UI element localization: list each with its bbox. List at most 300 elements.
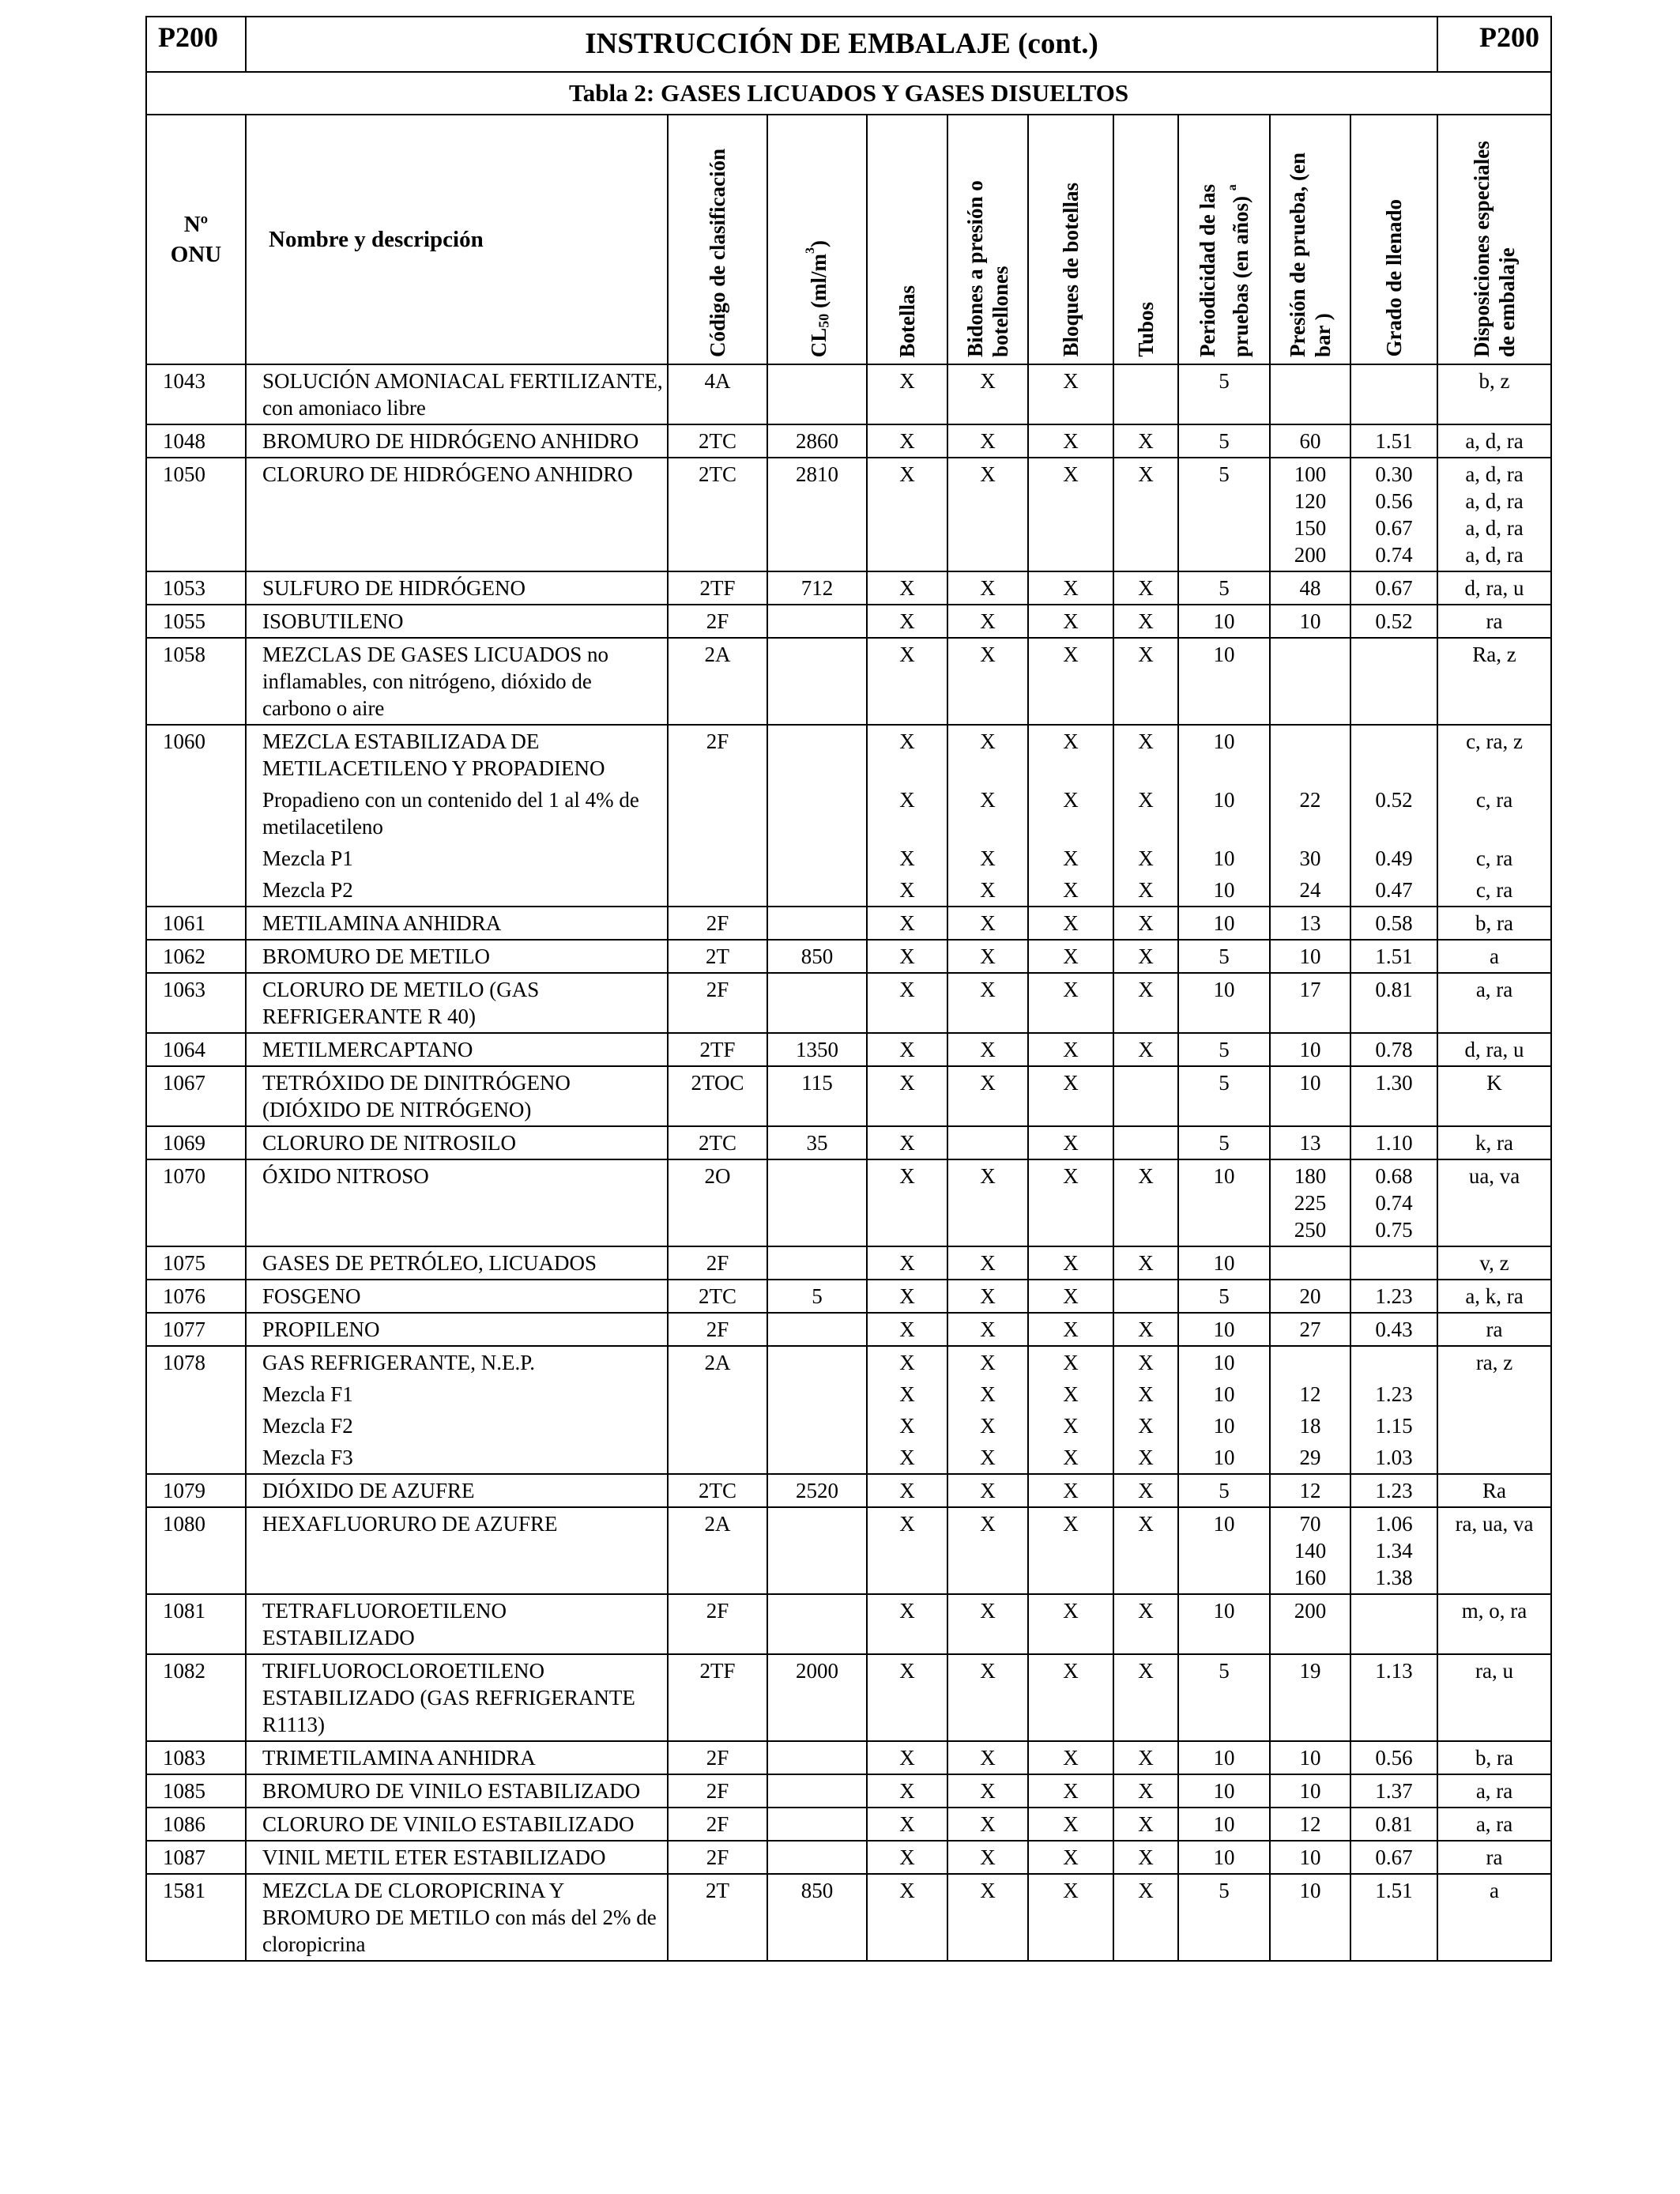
cell-cl50 [767,1313,867,1346]
cell-periodicidad-value: 10 [1213,1779,1235,1803]
cell-bidones-value: X [980,1164,996,1188]
cell-botellas-value: X [899,1284,915,1308]
cell-cl50-value [768,1444,866,1471]
name-line: FOSGENO [262,1284,361,1308]
cell-codigo-value: 2F [706,1746,729,1770]
cell-botellas-value: X [899,462,915,486]
name-line: SOLUCIÓN AMONIACAL FERTILIZANTE, con amoniaco libre [262,369,663,420]
cell-bidones-value: X [980,878,996,902]
cell-botellas-value: X [899,429,915,453]
cell-onu: 1087 [146,1841,246,1874]
cell-periodicidad [1178,1126,1270,1159]
cell-presion-value: 24 [1299,878,1321,902]
cell-bidones-value: X [980,1382,996,1406]
cell-disposiciones-value: a, ra [1475,1779,1513,1803]
cell-bloques [1028,1346,1113,1474]
cell-codigo [668,458,767,571]
cell-name [246,1066,668,1126]
cell-cl50 [767,907,867,940]
cell-disposiciones [1437,1280,1551,1313]
cell-grado-value: 1.30 [1375,1071,1413,1095]
cell-disposiciones [1437,907,1551,940]
cell-periodicidad-value: 5 [1219,462,1230,486]
cell-tubos [1113,940,1178,973]
cell-bidones [947,1741,1028,1774]
cell-bidones [947,605,1028,638]
cell-cl50 [767,1774,867,1808]
cell-grado-value: 1.06 1.34 1.38 [1375,1512,1413,1589]
name-line: METILAMINA ANHIDRA [262,911,502,935]
cell-codigo-value: 2T [706,944,729,968]
cell-bloques-value: X [1063,576,1079,600]
cell-bloques [1028,571,1113,605]
cell-bidones-value: X [980,1071,996,1095]
cell-disposiciones-value: a [1490,1879,1500,1902]
cell-tubos [1113,1507,1178,1594]
table-title: Tabla 2: GASES LICUADOS Y GASES DISUELTOS [146,72,1551,115]
cell-disposiciones [1437,1346,1551,1474]
cell-disposiciones [1437,1126,1551,1159]
cell-tubos-value: X [1138,1251,1154,1275]
cell-periodicidad [1178,1313,1270,1346]
cell-botellas-value: X [899,369,915,393]
cell-grado [1350,1126,1437,1159]
cell-botellas [867,1474,947,1507]
cell-bidones [947,424,1028,458]
cell-bidones [947,1507,1028,1594]
table-row [146,458,1551,571]
cell-bidones-value: X [980,1879,996,1902]
cell-disposiciones-value: c, ra, z [1466,729,1524,753]
name-line: TRIMETILAMINA ANHIDRA [262,1746,536,1770]
cell-codigo-value [669,1444,767,1471]
table-row [146,1066,1551,1126]
cell-codigo-value: 2T [706,1879,729,1902]
cell-presion [1270,605,1350,638]
cell-presion-value: 22 [1299,788,1321,812]
cell-grado [1350,1507,1437,1594]
cell-periodicidad [1178,1033,1270,1066]
cell-botellas-value: X [899,1131,915,1155]
cell-botellas-value: X [899,609,915,633]
cell-onu: 1050 [146,458,246,571]
cell-disposiciones [1437,1808,1551,1841]
cell-codigo-value: 2TC [698,429,736,453]
cell-periodicidad [1178,1346,1270,1474]
cell-tubos-value: X [1138,1659,1154,1683]
column-header-periodicidad: Periodicidad de las pruebas (en años) $^a$ [1178,115,1270,364]
cell-onu: 1079 [146,1474,246,1507]
cell-codigo-value [669,786,767,840]
cell-bloques [1028,458,1113,571]
onu-header-line1: Nº [183,212,209,237]
cell-codigo-value: 2TOC [691,1071,744,1095]
cell-grado [1350,907,1437,940]
cell-tubos-value: X [1138,643,1154,666]
cell-tubos [1113,1774,1178,1808]
cell-botellas [867,1246,947,1280]
cell-presion-value: 10 [1299,1845,1321,1869]
cell-botellas-value: X [899,1071,915,1095]
cell-codigo [668,973,767,1033]
cell-periodicidad-value: 10 [1213,1318,1235,1341]
cell-bloques [1028,638,1113,725]
cell-bloques-value: X [1063,1071,1079,1095]
cell-presion-value: 19 [1299,1659,1321,1683]
cell-botellas [867,1033,947,1066]
cell-bidones [947,725,1028,907]
cell-periodicidad-value: 5 [1219,1659,1230,1683]
cell-periodicidad [1178,907,1270,940]
cell-tubos [1113,1874,1178,1961]
cell-codigo-value: 2TC [698,1131,736,1155]
cell-cl50-value: 2810 [796,462,838,486]
cell-bloques [1028,1126,1113,1159]
cell-botellas [867,1841,947,1874]
cell-name [246,1741,668,1774]
cell-bidones-value: X [980,609,996,633]
cell-bidones [947,1474,1028,1507]
cell-presion-value: 12 [1299,1479,1321,1502]
cell-grado [1350,1474,1437,1507]
cell-grado-value [1351,1349,1437,1376]
name-line: HEXAFLUORURO DE AZUFRE [262,1512,558,1536]
cell-codigo-value [669,1381,767,1408]
table-body [146,364,1551,1961]
cell-cl50 [767,1126,867,1159]
cell-periodicidad [1178,1246,1270,1280]
cell-cl50-value [768,845,866,872]
cell-grado-value: 1.13 [1375,1659,1413,1683]
cell-grado-value: 1.51 [1375,429,1413,453]
cell-bloques-value: X [1063,1812,1079,1836]
cell-cl50 [767,1594,867,1654]
cell-botellas-value: X [899,1414,915,1438]
cell-botellas-value: X [899,978,915,1001]
cell-cl50-value: 850 [800,944,834,968]
cell-presion-value: 13 [1299,911,1321,935]
cell-tubos [1113,1474,1178,1507]
cell-bidones-value: X [980,462,996,486]
cell-grado-value: 0.56 [1375,1746,1413,1770]
cell-tubos [1113,458,1178,571]
cell-botellas [867,1774,947,1808]
cell-grado [1350,638,1437,725]
cell-bidones-value: X [980,911,996,935]
cell-bidones [947,1159,1028,1246]
name-line: Propadieno con un contenido del 1 al 4% de metilacetileno [262,788,639,839]
cell-tubos-value: X [1138,1351,1154,1374]
cell-name [246,1280,668,1313]
cell-grado [1350,1808,1437,1841]
cell-codigo-value: 2F [706,1251,729,1275]
cell-disposiciones [1437,1313,1551,1346]
column-header-onu [146,115,246,364]
cell-periodicidad-value: 5 [1219,1071,1230,1095]
cell-presion [1270,1066,1350,1126]
cell-botellas [867,605,947,638]
cell-name [246,973,668,1033]
cell-bidones [947,1126,1028,1159]
cell-codigo [668,940,767,973]
cell-disposiciones-value: a [1490,944,1500,968]
cell-bidones [947,1066,1028,1126]
table-row [146,605,1551,638]
cell-periodicidad-value: 10 [1213,1251,1235,1275]
cell-codigo-value: 2TC [698,1284,736,1308]
cell-periodicidad-value: 5 [1219,1284,1230,1308]
cell-periodicidad [1178,1159,1270,1246]
cell-periodicidad [1178,1874,1270,1961]
cell-grado-value: 0.52 [1375,609,1413,633]
cell-bloques-value: X [1063,1512,1079,1536]
table-row [146,973,1551,1033]
cell-bloques-value: X [1063,1779,1079,1803]
cell-cl50 [767,605,867,638]
cell-botellas-value: X [899,576,915,600]
cell-disposiciones [1437,1841,1551,1874]
table-row [146,907,1551,940]
name-line: TETRÓXIDO DE DINITRÓGENO (DIÓXIDO DE NITRÓGENO) [262,1071,571,1122]
cell-periodicidad [1178,458,1270,571]
cell-onu: 1078 [146,1346,246,1474]
cell-bidones-value: X [980,1284,996,1308]
cell-bidones [947,1808,1028,1841]
table-row [146,1841,1551,1874]
cell-cl50-value [768,786,866,840]
cell-cl50 [767,1841,867,1874]
cell-bidones [947,638,1028,725]
cell-codigo-value: 2A [704,643,731,666]
cell-disposiciones-value: Ra [1482,1479,1507,1502]
cell-bloques [1028,1741,1113,1774]
name-line: Mezcla F1 [262,1382,353,1406]
cell-grado [1350,940,1437,973]
cell-bloques-value: X [1063,609,1079,633]
cell-presion-value: 10 [1299,609,1321,633]
cell-periodicidad-value: 10 [1213,1845,1235,1869]
page-title: INSTRUCCIÓN DE EMBALAJE (cont.) [246,17,1437,72]
column-header-botellas: Botellas [867,115,947,364]
cell-bloques [1028,364,1113,424]
cell-codigo-value: 2F [706,1318,729,1341]
cell-botellas [867,1654,947,1741]
cell-presion [1270,1808,1350,1841]
name-line: GASES DE PETRÓLEO, LICUADOS [262,1251,597,1275]
cell-tubos-value: X [1138,846,1154,870]
cell-botellas-value: X [899,1038,915,1061]
cell-onu: 1060 [146,725,246,907]
cell-disposiciones [1437,1159,1551,1246]
cell-tubos-value: X [1138,1318,1154,1341]
cell-tubos [1113,605,1178,638]
cell-onu: 1082 [146,1654,246,1741]
cell-presion [1270,1841,1350,1874]
cell-bidones [947,1841,1028,1874]
cell-name [246,1654,668,1741]
cell-tubos [1113,1126,1178,1159]
cell-bloques-value: X [1063,429,1079,453]
cell-bidones-value: X [980,1318,996,1341]
cell-cl50 [767,424,867,458]
cell-periodicidad [1178,940,1270,973]
cell-cl50 [767,571,867,605]
cell-bloques-value: X [1063,1479,1079,1502]
cell-bloques [1028,907,1113,940]
cell-cl50 [767,458,867,571]
cell-presion [1270,1033,1350,1066]
cell-botellas-value: X [899,1812,915,1836]
cell-codigo [668,1159,767,1246]
cell-botellas-value: X [899,944,915,968]
cell-grado [1350,571,1437,605]
cell-disposiciones [1437,1774,1551,1808]
cell-botellas-value: X [899,878,915,902]
cell-codigo [668,1741,767,1774]
cell-disposiciones [1437,940,1551,973]
cell-codigo [668,638,767,725]
cell-bloques-value: X [1063,1659,1079,1683]
cell-cl50 [767,638,867,725]
cell-name [246,940,668,973]
cell-disposiciones-value: b, ra [1475,1746,1514,1770]
cell-tubos [1113,973,1178,1033]
cell-disposiciones-value: ra [1486,1318,1503,1341]
cell-onu: 1076 [146,1280,246,1313]
table-row [146,1507,1551,1594]
cell-grado-value: 0.78 [1375,1038,1413,1061]
cell-disposiciones [1437,364,1551,424]
cell-cl50-value [768,1412,866,1439]
cell-periodicidad [1178,1474,1270,1507]
cell-grado [1350,973,1437,1033]
cell-botellas-value: X [899,1382,915,1406]
cell-disposiciones [1437,973,1551,1033]
column-header-codigo: Código de clasificación [668,115,767,364]
column-header-name: Nombre y descripción [246,115,668,364]
cell-tubos-value: X [1138,1414,1154,1438]
cell-presion-value: 60 [1299,429,1321,453]
cell-botellas-value: X [899,1164,915,1188]
cell-botellas [867,458,947,571]
name-line: MEZCLAS DE GASES LICUADOS no inflamables, con nitrógeno, dióxido de carbono o aire [262,643,609,720]
cell-disposiciones-value [1438,1412,1550,1439]
table-row [146,1741,1551,1774]
cell-codigo-value: 2TF [699,1659,736,1683]
name-line: Mezcla F2 [262,1414,353,1438]
cell-tubos-value: X [1138,978,1154,1001]
cell-disposiciones [1437,458,1551,571]
cell-botellas-value: X [899,1446,915,1469]
cell-periodicidad [1178,638,1270,725]
cell-disposiciones-value: Ra, z [1472,643,1516,666]
table-row [146,1313,1551,1346]
cell-codigo [668,1594,767,1654]
cell-grado-value: 1.23 [1375,1382,1413,1406]
cell-cl50 [767,1066,867,1126]
cell-bidones-value: X [980,1812,996,1836]
name-line: CLORURO DE NITROSILO [262,1131,516,1155]
cell-bloques [1028,1159,1113,1246]
cell-codigo [668,1280,767,1313]
table-row [146,571,1551,605]
cell-botellas [867,1808,947,1841]
cell-grado-value: 0.58 [1375,911,1413,935]
cell-disposiciones-value: a, d, ra a, d, ra a, d, ra a, d, ra [1465,462,1524,567]
cell-botellas [867,1126,947,1159]
cell-periodicidad-value: 5 [1219,1479,1230,1502]
cell-presion [1270,364,1350,424]
cell-botellas [867,1280,947,1313]
packing-instruction-table [145,16,1552,1962]
cell-codigo-value: 2F [706,729,729,753]
cell-presion [1270,1741,1350,1774]
cell-bloques [1028,605,1113,638]
cell-bloques-value: X [1063,846,1079,870]
cell-cl50-value [768,876,866,903]
cell-tubos-value: X [1138,1599,1154,1623]
cell-botellas [867,1507,947,1594]
cell-name [246,1313,668,1346]
cell-bidones-value: X [980,1746,996,1770]
cell-grado-value: 0.47 [1375,878,1413,902]
cell-cl50 [767,1808,867,1841]
name-line: CLORURO DE METILO (GAS REFRIGERANTE R 40) [262,978,540,1028]
cell-bloques-value: X [1063,1746,1079,1770]
cell-bidones-value: X [980,788,996,812]
cell-botellas-value: X [899,1479,915,1502]
cell-onu: 1058 [146,638,246,725]
cell-botellas-value: X [899,1779,915,1803]
cell-tubos-value: X [1138,944,1154,968]
name-line: BROMURO DE VINILO ESTABILIZADO [262,1779,641,1803]
cell-codigo-value: 2F [706,1779,729,1803]
cell-tubos [1113,1654,1178,1741]
cell-periodicidad-value: 10 [1213,1351,1235,1374]
cell-grado-value: 0.30 0.56 0.67 0.74 [1375,462,1413,567]
cell-cl50-value: 1350 [796,1038,838,1061]
cell-bidones-value: X [980,729,996,753]
cell-tubos [1113,1346,1178,1474]
cell-codigo [668,364,767,424]
table-row [146,725,1551,907]
cell-codigo [668,1808,767,1841]
cell-codigo-value: 2F [706,1845,729,1869]
cell-grado [1350,1741,1437,1774]
cell-cl50 [767,1033,867,1066]
cell-onu: 1064 [146,1033,246,1066]
cell-grado-value: 0.67 [1375,576,1413,600]
cell-tubos-value: X [1138,1382,1154,1406]
cell-bidones-value: X [980,1599,996,1623]
cell-disposiciones [1437,1654,1551,1741]
cell-onu: 1067 [146,1066,246,1126]
name-line: BROMURO DE HIDRÓGENO ANHIDRO [262,429,639,453]
table-row [146,1159,1551,1246]
column-header-bloques: Bloques de botellas [1028,115,1113,364]
cell-tubos-value: X [1138,1879,1154,1902]
table-row [146,1280,1551,1313]
cell-periodicidad-value: 10 [1213,788,1235,812]
cell-grado-value: 1.51 [1375,944,1413,968]
name-line: TETRAFLUOROETILENO ESTABILIZADO [262,1599,507,1649]
cell-disposiciones [1437,571,1551,605]
cell-presion-value: 18 [1299,1414,1321,1438]
cell-grado-value: 1.03 [1375,1446,1413,1469]
cell-codigo [668,1507,767,1594]
cell-tubos [1113,571,1178,605]
cell-bidones-value: X [980,1414,996,1438]
